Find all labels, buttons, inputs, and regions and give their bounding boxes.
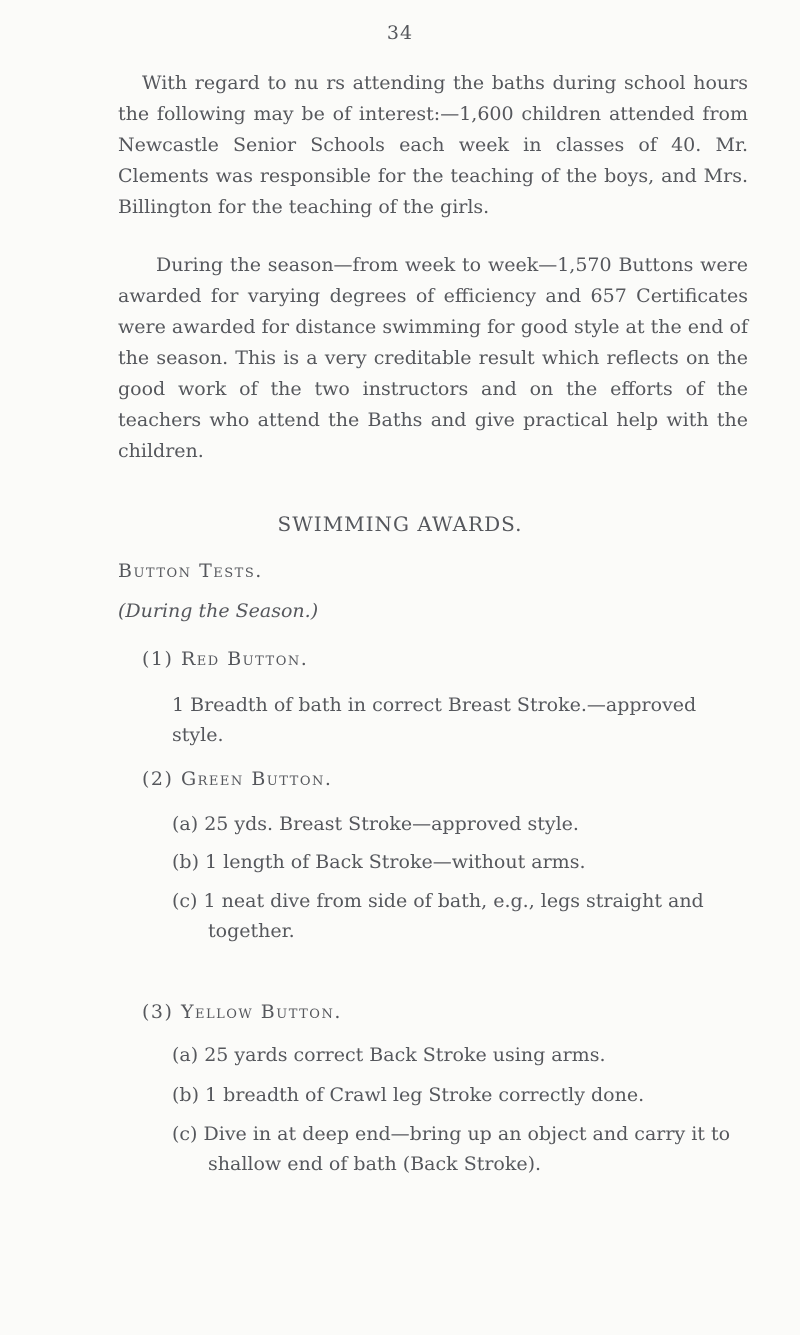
yellow-button-item-a: (a) 25 yards correct Back Stroke using arms. [172, 1044, 606, 1066]
page-number: 34 [386, 22, 414, 44]
green-button-item-c: (c) 1 neat dive from side of bath, e.g., legs straight and together. [172, 890, 704, 942]
green-button-title: (2) Green Button. [142, 768, 333, 790]
yellow-button-item-c: (c) Dive in at deep end—bring up an object and carry it to shallow end of bath (Back Stroke). [172, 1123, 731, 1175]
green-button-item-a: (a) 25 yds. Breast Stroke—approved style. [172, 813, 579, 835]
green-button-item-b: (b) 1 length of Back Stroke—without arms. [172, 851, 586, 873]
season-note: (During the Season.) [118, 600, 319, 622]
yellow-button-item-b: (b) 1 breadth of Crawl leg Stroke correctly done. [172, 1084, 645, 1106]
section-heading: SWIMMING AWARDS. [277, 512, 523, 536]
paragraph-attendance: With regard to nu rs attending the baths during school hours the following may be of interest:—1,600 children attended from Newcastle Senior Schools each week in classes of 40. Mr. Clements was responsible for the teaching of the boys, and Mrs. Billington for the teaching of the girls. [118, 72, 748, 218]
red-button-title: (1) Red Button. [142, 648, 309, 670]
paragraph-awards-summary: During the season—from week to week—1,570 Buttons were awarded for varying degrees of efficiency and 657 Certificates were awarded for distance swimming for good style at the end of the season. This is a very creditable result which reflects on the good work of the two instructors and on the efforts of the teachers who attend the Baths and give practical help with the children. [118, 254, 748, 462]
subheading-button-tests: Button Tests. [118, 560, 263, 582]
red-button-item: 1 Breadth of bath in correct Breast Stroke.—approved style. [172, 694, 697, 746]
yellow-button-title: (3) Yellow Button. [142, 1001, 342, 1023]
